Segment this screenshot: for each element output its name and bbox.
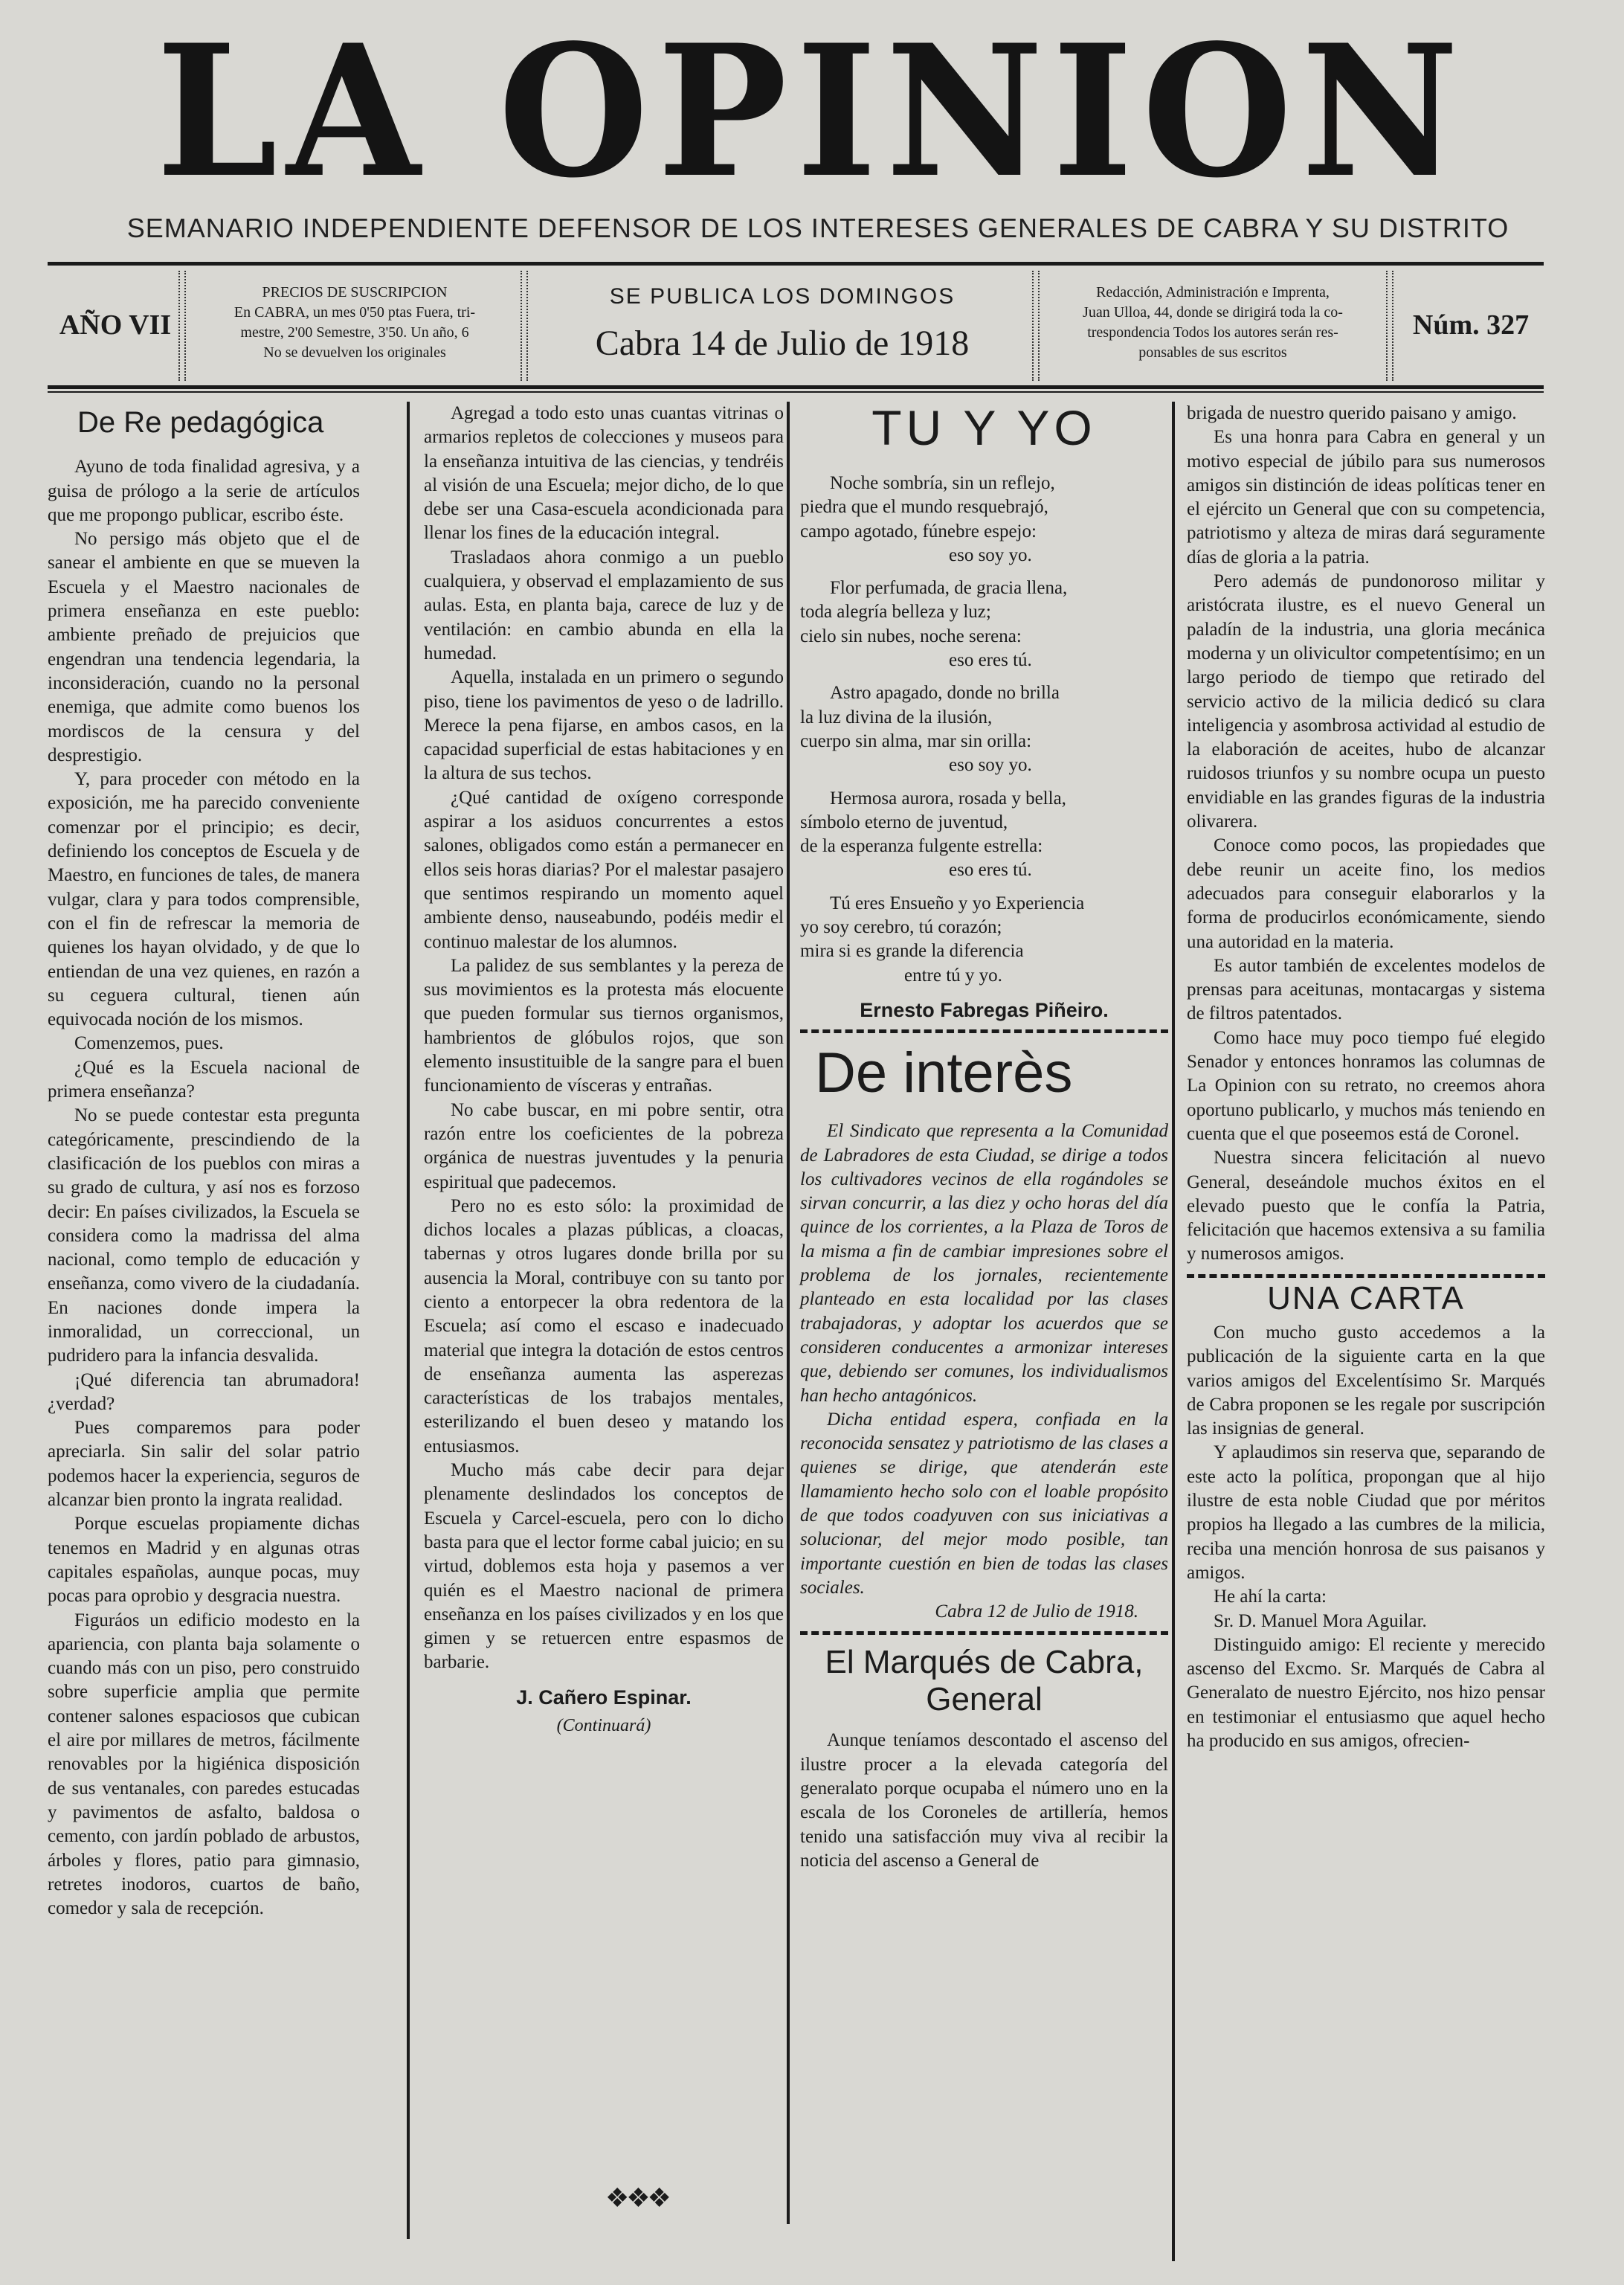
article-paragraph: Nuestra sincera felicitación al nuevo General, deseándole muchos éxitos en el elevado puesto que le confía la Patria, felicitación que hacemos extensiva a su familia y numerosos amigos. [1187, 1148, 1545, 1264]
letter-salutation: Sr. D. Manuel Mora Aguilar. [1214, 1610, 1427, 1631]
article-paragraph: Agregad a todo esto unas cuantas vitrinas o armarios repletos de colecciones y museos para la enseñanza intuitiva de las ciencias, y tendréis al visión de una Escuela; mejor dicho, de lo que debe ser una Casa-escuela acondicionada para llenar los fines de la educación integral. [424, 403, 784, 544]
poem-line: eso eres tú. [949, 860, 1032, 881]
poem-body [800, 472, 1168, 988]
article-paragraph: ¡Qué diferencia tan abrumadora! ¿verdad? [48, 1369, 360, 1414]
notice-paragraph: Dicha entidad espera, confiada en la reconocida sensatez y patriotismo de las clases a quienes se dirige, que atenderán este llamamiento hecho solo con el loable propósito de que todos coadyuven con sus iniciativas a solucionar, del mejor modo posible, tan importante cuestión en bien de todas las clases sociales. [800, 1409, 1168, 1598]
poem-stanza [800, 892, 1168, 988]
article-paragraph: Y, para proceder con método en la exposición, me ha parecido conveniente comenzar por el principio; es decir, definiendo los conceptos de Escuela y de Maestro, en funciones de tales, de manera vulgar, clara y para todos comprensible, con el fin de refrescar la memoria de quienes los hayan olvidado, y de que lo entiendan de una vez quienes, en razón a su ceguera cultural, tienen aún equivocada noción de los mismos. [48, 769, 360, 1030]
article-paragraph: Es una honra para Cabra en general y un motivo especial de júbilo para sus numerosos amigos sin distinción de ideas políticas tener en el ejército un General que con su competencia, patriotismo y alteza de miras dará seguramente días de gloria a la patria. [1187, 427, 1545, 568]
header-separator [521, 271, 528, 381]
poem-line: eso soy yo. [949, 544, 1032, 565]
continued-note: (Continuará) [556, 1716, 651, 1736]
poem-line: Flor perfumada, de gracia llena, [830, 578, 1068, 599]
letter-paragraph: Con mucho gusto accedemos a la publicación de la siguiente carta en la que varios amigos del Excelentísimo Sr. Marqués de Cabra proponen se les regale por suscripción las insignias de general. [1187, 1322, 1545, 1439]
article-paragraph: Pero además de pundonoroso militar y aristócrata ilustre, es el nuevo General un paladín de la industria, una gloria mecánica moderna y un olivicultor competentísimo; en un largo periodo de tiempo que retirado del servicio activo de la milicia dedicó su clara inteligencia y asombrosa actividad al estudio de la elaboración de aceites, hubo de alcanzar ruidosos triunfos y su nombre ocupa un puesto envidiable en las grandes figuras de la industria olivarera. [1187, 571, 1545, 832]
article-paragraph: Figuráos un edificio modesto en la apariencia, con planta baja solamente o cuando más con un piso, pero construido sobre superficie amplia que permite contener salones espaciosos que cubican el aire por millares de metros, fácilmente renovables por la higiénica disposición de sus ventanales, con paredes estucadas y pavimentos de asfalto, baldosa o cemento, con jardín poblado de arbustos, árboles y flores, patio para gimnasio, retretes inodoros, cuartos de baño, comedor y sala de recepción. [48, 1610, 360, 1919]
column-1 [48, 402, 360, 1921]
poem-line: cielo sin nubes, noche serena: [800, 626, 1022, 646]
title-line: General [926, 1681, 1043, 1718]
newspaper-title: LA OPINION [156, 4, 1468, 218]
issue-date: Cabra 14 de Julio de 1918 [595, 324, 970, 363]
redaction-line: Redacción, Administración e Imprenta, [1096, 284, 1330, 301]
poem-line: Hermosa aurora, rosada y bella, [830, 788, 1066, 809]
poem-line: entre tú y yo. [904, 965, 1002, 986]
poem-line: campo agotado, fúnebre espejo: [800, 521, 1037, 541]
redaction-line: Juan Ulloa, 44, donde se dirigirá toda la co- [1083, 304, 1343, 321]
article-paragraph: Pues comparemos para poder apreciarla. Sin salir del solar patrio podemos hacer la experiencia, seguros de alcanzar bien pronto la ingrata realidad. [48, 1418, 360, 1511]
letter-title: UNA CARTA [1267, 1279, 1465, 1317]
article-paragraph: ¿Qué cantidad de oxígeno corresponde aspirar a los asiduos concurrentes a estos salones, obligados como están a permanecer en ellos seis horas diarias? Por el malestar pasajero que sentimos respirando un momento aquel ambiente denso, nauseabundo, podéis medir el continuo malestar de los alumnos. [424, 787, 784, 952]
subscription-line: En CABRA, un mes 0'50 ptas Fuera, tri- [233, 304, 476, 321]
redaction-info [1044, 269, 1382, 394]
article-paragraph: Mucho más cabe decir para dejar plenamente deslindados los conceptos de Escuela y Carcel-escuela, pero con lo dicho basta para que el lector forme cabal juicio; en su virtud, doblemos esta hoja y pasemos a ver quién es el Maestro nacional de primera enseñanza en los países civilizados y en los que gimen y se retuercen entre espasmos de barbarie. [424, 1460, 784, 1673]
poem-line: cuerpo sin alma, mar sin orilla: [800, 730, 1032, 751]
issue-number: Núm. 327 [1412, 309, 1530, 341]
article-title [800, 1644, 1168, 1718]
article-paragraph: Trasladaos ahora conmigo a un pueblo cualquiera, y observad el emplazamiento de sus aulas. Esta, en planta baja, carece de luz y de ventilación: en cambio abunda en ella la humedad. [424, 547, 784, 663]
section-divider [800, 1631, 1168, 1635]
section-divider [1187, 1274, 1545, 1278]
header-rule-top [48, 262, 1544, 266]
letter-paragraph: Y aplaudimos sin reserva que, separando de este acto la política, propongan que al hijo ilustre de esta noble Ciudad que por méritos propios ha llegado a las cumbres de la milicia, reciba una mención honrosa de sus paisanos y amigos. [1187, 1442, 1545, 1583]
poem-stanza [800, 472, 1168, 568]
redaction-line: ponsables de sus escritos [1138, 344, 1287, 361]
poem-line: eso soy yo. [949, 755, 1032, 776]
poem-line: yo soy cerebro, tú corazón; [800, 917, 1002, 938]
poem-line: símbolo eterno de juventud, [800, 812, 1008, 832]
issue-year: AÑO VII [59, 309, 172, 341]
column-4 [1187, 402, 1545, 1753]
column-3 [800, 402, 1168, 1873]
newspaper-subtitle: SEMANARIO INDEPENDIENTE DEFENSOR DE LOS INTERESES GENERALES DE CABRA Y SU DISTRITO [126, 213, 1509, 243]
poem-line: Astro apagado, donde no brilla [830, 683, 1060, 704]
poem-stanza [800, 576, 1168, 672]
ornament-icon: ❖❖❖ [605, 2183, 668, 2213]
poem-line: de la esperanza fulgente estrella: [800, 836, 1043, 857]
poem-author: Ernesto Fabregas Piñeiro. [860, 998, 1109, 1021]
section-divider [800, 1029, 1168, 1033]
article-paragraph: No cabe buscar, en mi pobre sentir, otra razón entre los coeficientes de la pobreza orgánica de nuestras juventudes y la penuria espiritual que padecemos. [424, 1099, 784, 1192]
article-paragraph: Ayuno de toda finalidad agresiva, y a guisa de prólogo a la serie de artículos que me propongo publicar, escribo éste. [48, 457, 360, 525]
header-separator [178, 271, 186, 381]
article-paragraph: brigada de nuestro querido paisano y amigo. [1187, 403, 1517, 423]
article-paragraph: Es autor también de excelentes modelos de prensas para aceitunas, montacargas y sistema de filtros patentados. [1187, 955, 1545, 1024]
article-paragraph: Porque escuelas propiamente dichas tenemos en Madrid y en algunas otras capitales españolas, aunque pocas, muy pocas para oprobio y desgracia nuestra. [48, 1514, 360, 1607]
notice-paragraph: El Sindicato que representa a la Comunidad de Labradores de esta Ciudad, se dirige a todos los cultivadores vecinos de ella rogándoles se sirvan concurrir, a las diez y ocho horas del día quince de los corrientes, a la Plaza de Toros de la misma a fin de cambiar impresiones sobre el problema de los jornales, recientemente planteado en esta localidad por las clases trabajadoras, y adoptar los acuerdos que se consideren conducentes a armonizar intereses que, debiendo ser comunes, los individualismos han hecho antagónicos. [800, 1121, 1168, 1406]
subscription-line: mestre, 2'00 Semestre, 3'50. Un año, 6 [240, 324, 469, 341]
article-title: De Re pedagógica [77, 406, 324, 439]
header-separator [1032, 271, 1040, 381]
notice-title: De interès [815, 1041, 1073, 1105]
article-paragraph: Pero no es esto sólo: la proximidad de dichos locales a plazas públicas, a cloacas, tabernas y otros lugares donde brilla por su ausencia la Moral, contribuye con su tanto por ciento a entorpecer la obra redentora de la Escuela; así como el escaso e inadecuado material que integra la dotación de estos centros de enseñanza aumenta las asperezas características de los trabajos mentales, esterilizando el buen deseo y matando los entusiasmos. [424, 1195, 784, 1456]
article-paragraph: Aunque teníamos descontado el ascenso del ilustre procer a la elevada categoría del generalato porque ocupaba el número uno en la escala de los Coroneles de artillería, hemos tenido una satisfacción muy viva al recibir la noticia del ascenso a General de [800, 1730, 1168, 1871]
letter-paragraph: Distinguido amigo: El reciente y merecido ascenso del Excmo. Sr. Marqués de Cabra al Generalato de nuestro Ejército, nos hizo pensar en testimoniar el entusiasmo que aquel hecho ha producido en sus amigos, ofrecien- [1187, 1634, 1545, 1752]
notice-date: Cabra 12 de Julio de 1918. [935, 1601, 1138, 1622]
article-paragraph: No se puede contestar esta pregunta categóricamente, prescindiendo de la clasificación de los pueblos con miras a su grado de cultura, y así nos es forzoso decir: En países civilizados, la Escuela se considera como la madrissa del alma nacional, como templo de educación y enseñanza, como vivero de la ciudadanía. En naciones donde impera la inmoralidad, un correccional, un pudridero para la infancia desvalida. [48, 1105, 360, 1366]
publication-schedule: SE PUBLICA LOS DOMINGOS [609, 284, 956, 309]
header-separator [1386, 271, 1393, 381]
article-paragraph: La palidez de sus semblantes y la pereza de sus movimientos es la protesta más elocuente que pueden formular sus tiernos organismos, hambrientos de glóbulos rojos, que son elemento insustituible de la sangre para el buen funcionamiento de vísceras y entrañas. [424, 955, 784, 1096]
notice-body [800, 1119, 1168, 1600]
article-paragraph: Como hace muy poco tiempo fué elegido Senador y entonces honramos las columnas de La Opinion con su retrato, no creemos ahora oportuno publicarlo, y muchos más teniendo en cuenta que el que poseemos está de Coronel. [1187, 1027, 1545, 1144]
title-line: El Marqués de Cabra, [825, 1644, 1144, 1681]
article-paragraph: Conoce como pocos, las propiedades que debe reunir un aceite fino, los medios adecuados para conseguir elaborarlos y la forma de producirlos económicamente, siendo una autoridad en la materia. [1187, 835, 1545, 952]
column-rule [407, 402, 410, 2239]
column-2 [424, 402, 784, 1738]
column-rule [787, 402, 790, 2224]
subscription-line: No se devuelven los originales [263, 344, 446, 361]
poem-line: piedra que el mundo resquebrajó, [800, 497, 1048, 518]
poem-stanza [800, 787, 1168, 883]
poem-line: mira si es grande la diferencia [800, 941, 1024, 962]
poem-line: toda alegría belleza y luz; [800, 602, 991, 623]
subscription-line: PRECIOS DE SUSCRIPCION [262, 284, 448, 301]
article-signature: J. Cañero Espinar. [516, 1685, 692, 1709]
poem-stanza [800, 681, 1168, 777]
poem-line: eso eres tú. [949, 650, 1032, 671]
column-rule [1172, 402, 1175, 2261]
poem-title: TU Y YO [871, 400, 1097, 455]
redaction-line: trespondencia Todos los autores serán res- [1087, 324, 1338, 341]
poem-line: Tú eres Ensueño y yo Experiencia [830, 893, 1085, 913]
subscription-prices [195, 269, 515, 394]
article-paragraph: ¿Qué es la Escuela nacional de primera enseñanza? [48, 1057, 360, 1102]
poem-line: Noche sombría, sin un reflejo, [830, 473, 1055, 493]
article-paragraph: Comenzemos, pues. [74, 1033, 224, 1054]
publication-info [537, 269, 1028, 381]
poem-line: la luz divina de la ilusión, [800, 707, 993, 727]
letter-paragraph: He ahí la carta: [1214, 1587, 1327, 1607]
article-paragraph: No persigo más objeto que el de sanear el ambiente en que se mueven la Escuela y el Maestro nacionales de primera enseñanza en este pueblo: ambiente preñado de prejuicios que engendran una tendencia legendaria, la inconsideración, cuando no la personal enemiga, que admite como buenos los mordiscos de la censura y del desprestigio. [48, 529, 360, 765]
article-paragraph: Aquella, instalada en un primero o segundo piso, tiene los pavimentos de yeso o de ladrillo. Merece la pena fijarse, en ambos casos, en la capacidad superficial de estas habitaciones y en la altura de sus techos. [424, 667, 784, 784]
